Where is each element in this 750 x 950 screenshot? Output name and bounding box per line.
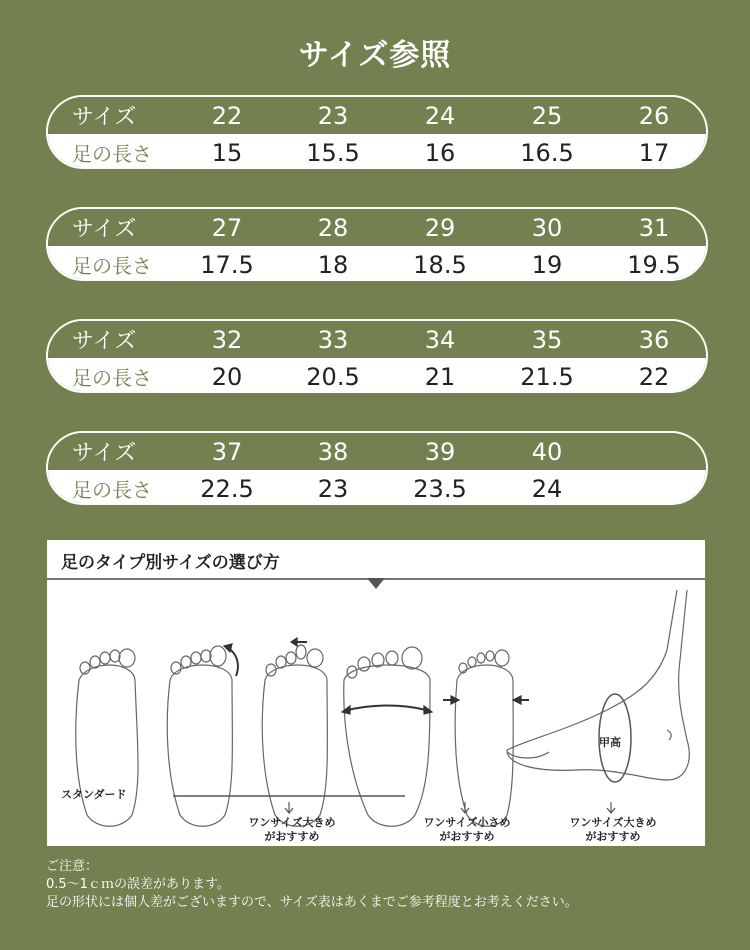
recommendation-label: ワンサイズ大きめ がおすすめ xyxy=(248,816,336,843)
length-cell: 16.5 xyxy=(520,138,574,167)
size-cell: 23 xyxy=(317,101,349,130)
guide-header xyxy=(47,540,705,580)
recommendation-label: ワンサイズ小さめ がおすすめ xyxy=(423,816,511,843)
length-cell: 24 xyxy=(531,474,563,503)
size-cell: 34 xyxy=(424,325,456,354)
length-cell: 19 xyxy=(531,250,563,279)
notes-line: 0.5～1ｃｍの誤差があります。 xyxy=(46,877,230,892)
size-cell: 22 xyxy=(211,101,243,130)
length-cell xyxy=(599,470,708,505)
size-row-label: サイズ xyxy=(72,441,137,466)
size-row xyxy=(48,433,706,470)
size-cell: 27 xyxy=(211,213,243,242)
size-cell: 26 xyxy=(638,101,670,130)
length-cell: 19.5 xyxy=(627,250,681,279)
foot-illustrations xyxy=(47,580,705,846)
length-cell: 15 xyxy=(211,138,243,167)
foot-side-view-icon xyxy=(507,590,689,782)
size-row xyxy=(48,321,706,358)
size-row xyxy=(48,97,706,134)
length-cell: 20.5 xyxy=(306,362,360,391)
size-cell: 38 xyxy=(317,437,349,466)
size-cell: 36 xyxy=(638,325,670,354)
length-cell: 18 xyxy=(317,250,349,279)
size-table xyxy=(46,431,708,505)
length-row-label: 足の長さ xyxy=(72,478,152,502)
length-row-label: 足の長さ xyxy=(72,142,152,166)
length-cell: 21 xyxy=(424,362,456,391)
length-cell: 17 xyxy=(638,138,670,167)
size-row-label: サイズ xyxy=(72,105,137,130)
size-cell: 33 xyxy=(317,325,349,354)
length-row xyxy=(48,358,706,393)
foot-wide-icon xyxy=(342,647,432,826)
size-cell: 30 xyxy=(531,213,563,242)
recommendation-label: ワンサイズ大きめ がおすすめ xyxy=(569,816,657,843)
instep-label: 甲高 xyxy=(599,736,621,749)
size-row-label: サイズ xyxy=(72,217,137,242)
notes xyxy=(46,858,716,912)
length-row xyxy=(48,246,706,281)
size-cell: 35 xyxy=(531,325,563,354)
length-cell: 21.5 xyxy=(520,362,574,391)
standard-label: スタンダード xyxy=(61,788,127,801)
size-cell: 39 xyxy=(424,437,456,466)
foot-type-3-icon xyxy=(262,638,327,826)
length-row-label: 足の長さ xyxy=(72,254,152,278)
length-cell: 17.5 xyxy=(200,250,254,279)
length-cell: 22.5 xyxy=(200,474,254,503)
size-cell: 32 xyxy=(211,325,243,354)
length-cell: 22 xyxy=(638,362,670,391)
size-cell: 28 xyxy=(317,213,349,242)
foot-type-2-icon xyxy=(167,644,238,826)
size-cell: 24 xyxy=(424,101,456,130)
size-cell: 31 xyxy=(638,213,670,242)
length-row-label: 足の長さ xyxy=(72,366,152,390)
foot-type-guide xyxy=(47,540,705,846)
size-cell xyxy=(599,433,708,470)
foot-narrow-icon xyxy=(443,650,529,826)
size-table xyxy=(46,319,708,393)
page-title: サイズ参照 xyxy=(298,38,452,73)
length-cell: 23 xyxy=(317,474,349,503)
size-row xyxy=(48,209,706,246)
size-cell: 25 xyxy=(531,101,563,130)
length-cell: 18.5 xyxy=(413,250,467,279)
notes-heading: ご注意： xyxy=(46,859,99,874)
size-table xyxy=(46,207,708,281)
size-table xyxy=(46,95,708,169)
size-cell: 37 xyxy=(211,437,243,466)
length-cell: 16 xyxy=(424,138,456,167)
length-cell: 20 xyxy=(211,362,243,391)
length-row xyxy=(48,470,706,505)
size-row-label: サイズ xyxy=(72,329,137,354)
notes-line: 足の形状には個人差がございますので、サイズ表はあくまでご参考程度とお考えください。 xyxy=(46,895,578,910)
length-cell: 23.5 xyxy=(413,474,467,503)
guide-title: 足のタイプ別サイズの選び方 xyxy=(61,553,280,573)
size-cell: 29 xyxy=(424,213,456,242)
length-row xyxy=(48,134,706,169)
length-cell: 15.5 xyxy=(306,138,360,167)
size-cell: 40 xyxy=(531,437,563,466)
